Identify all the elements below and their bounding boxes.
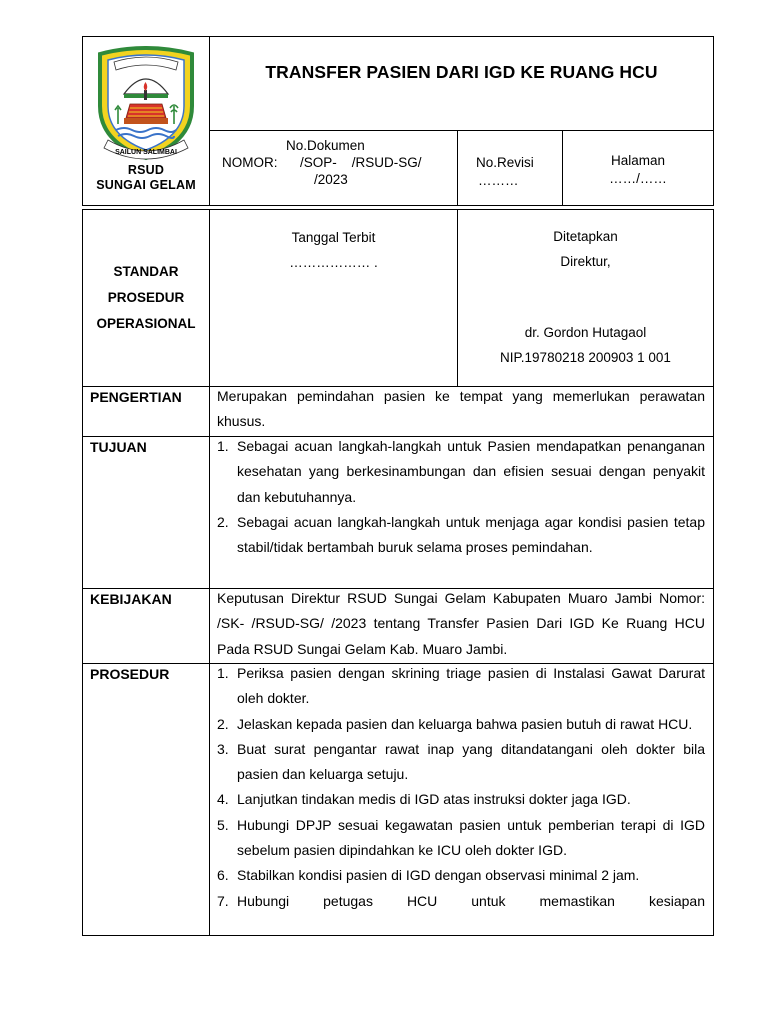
sop-label-line3: OPERASIONAL [96, 316, 196, 331]
prosedur-item-text: Buat surat pengantar rawat inap yang ditandatangani oleh dokter bila pasien dan keluarga setuju. [237, 740, 705, 783]
pengertian-text: Merupakan pemindahan pasien ke tempat yang memerlukan perawatan khusus. [217, 388, 705, 430]
header-title-divider [209, 130, 714, 131]
halaman-value: ……/…… [609, 171, 667, 186]
prosedur-item: 6. Stabilkan kondisi pasien di IGD dengan observasi minimal 2 jam. [217, 867, 640, 884]
revisi-cell [476, 154, 562, 190]
body-label-divider [209, 209, 210, 936]
prosedur-item-text: Jelaskan kepada pasien dan keluarga bahwa pasien butuh di rawat HCU. [237, 715, 693, 732]
prosedur-list [217, 661, 705, 914]
prosedur-item: 1. Periksa pasien dengan skrining triage pasien di Instalasi Gawat Darurat oleh dokter. [217, 665, 705, 707]
header-right-border [713, 36, 714, 206]
header-left-border [82, 36, 83, 206]
prosedur-item-text: Hubungi petugas HCU untuk memastikan kesiapan [237, 892, 705, 909]
ditetapkan-label: Ditetapkan [553, 229, 618, 244]
header-bottom-border [82, 205, 714, 206]
header-top-border [82, 36, 714, 37]
direktur-label: Direktur, [560, 254, 611, 269]
tanggal-terbit-value: ……………… . [289, 255, 378, 270]
tujuan-item-text: Sebagai acuan langkah-langkah untuk Pasien mendapatkan penanganan kesehatan yang berkesinambungan dan efisien sesuai dengan penyakit dan kebutuhannya. [237, 438, 705, 505]
doc-number-value: NOMOR: /SOP- /RSUD-SG/ [222, 155, 422, 170]
hospital-name [84, 163, 208, 193]
tujuan-label: TUJUAN [90, 439, 147, 455]
prosedur-item-text: Lanjutkan tindakan medis di IGD atas instruksi dokter jaga IGD. [237, 791, 631, 808]
tujuan-item-text: Sebagai acuan langkah-langkah untuk menjaga agar kondisi pasien tetap stabil/tidak bertambah buruk selama proses pemindahan. [237, 513, 705, 556]
halaman-label: Halaman [610, 153, 666, 168]
prosedur-item: 7. Hubungi petugas HCU untuk memastikan kesiapan [217, 892, 705, 909]
tanggal-terbit-label: Tanggal Terbit [291, 230, 376, 245]
prosedur-item: 4. Lanjutkan tindakan medis di IGD atas instruksi dokter jaga IGD. [217, 791, 631, 808]
prosedur-item: 3. Buat surat pengantar rawat inap yang ditandatangani oleh dokter bila pasien dan keluarga setuju. [217, 740, 705, 783]
prosedur-item-text: Stabilkan kondisi pasien di IGD dengan observasi minimal 2 jam. [237, 867, 640, 884]
prosedur-label: PROSEDUR [90, 666, 170, 682]
sop-label-line2: PROSEDUR [107, 290, 185, 305]
tujuan-item: 1. Sebagai acuan langkah-langkah untuk Pasien mendapatkan penanganan kesehatan yang berkesinambungan dan efisien sesuai dengan penyakit dan kebutuhannya. [217, 438, 705, 505]
ditetapkan-cell [458, 224, 713, 274]
prosedur-item: 5. Hubungi DPJP sesuai kegawatan pasien untuk pemberian terapi di IGD sebelum pasien dipindahkan ke ICU oleh dokter IGD. [217, 816, 705, 859]
signatory-name: dr. Gordon Hutagaol [524, 325, 647, 340]
document-title: TRANSFER PASIEN DARI IGD KE RUANG HCU [265, 62, 658, 82]
prosedur-item-text: Periksa pasien dengan skrining triage pasien di Instalasi Gawat Darurat oleh dokter. [237, 665, 705, 707]
prosedur-item-text: Hubungi DPJP sesuai kegawatan pasien untuk pemberian terapi di IGD sebelum pasien dipindahkan ke ICU oleh dokter IGD. [237, 816, 705, 859]
tanggal-terbit-cell [210, 225, 457, 275]
hospital-name-line1: RSUD [127, 163, 165, 177]
svg-text:SAILUN SALIMBAI: SAILUN SALIMBAI [115, 149, 177, 156]
sop-label [83, 259, 209, 337]
hospital-name-line2: SUNGAI GELAM [96, 178, 196, 192]
kebijakan-label: KEBIJAKAN [90, 591, 172, 607]
halaman-cell [563, 152, 713, 188]
pengertian-label: PENGERTIAN [90, 389, 182, 405]
revisi-value: ……… [478, 173, 519, 188]
signatory-nip: NIP.19780218 200903 1 001 [500, 350, 671, 365]
revisi-label: No.Revisi [476, 155, 534, 170]
body-right-border [713, 209, 714, 936]
tujuan-item: 2. Sebagai acuan langkah-langkah untuk menjaga agar kondisi pasien tetap stabil/tidak bertambah buruk selama proses pemindahan. [217, 513, 705, 556]
kebijakan-text: Keputusan Direktur RSUD Sungai Gelam Kabupaten Muaro Jambi Nomor: /SK- /RSUD-SG/ /2023 tentang Transfer Pasien Dari IGD Ke Ruang HCU Pada RSUD Sungai Gelam Kab. Muaro Jambi. [217, 590, 705, 657]
body-bottom-border [82, 935, 714, 936]
body-top-border [82, 209, 714, 210]
doc-number-label: No.Dokumen [286, 138, 365, 153]
muaro-jambi-emblem [94, 46, 198, 164]
doc-number-year: /2023 [314, 172, 348, 187]
prosedur-item: 2. Jelaskan kepada pasien dan keluarga bahwa pasien butuh di rawat HCU. [217, 715, 693, 732]
header-doc-divider [457, 130, 458, 206]
sop-label-line1: STANDAR [113, 264, 179, 279]
hospital-logo [94, 46, 198, 164]
tujuan-list [217, 434, 705, 560]
doc-number-cell [222, 137, 456, 188]
signatory [458, 320, 713, 370]
